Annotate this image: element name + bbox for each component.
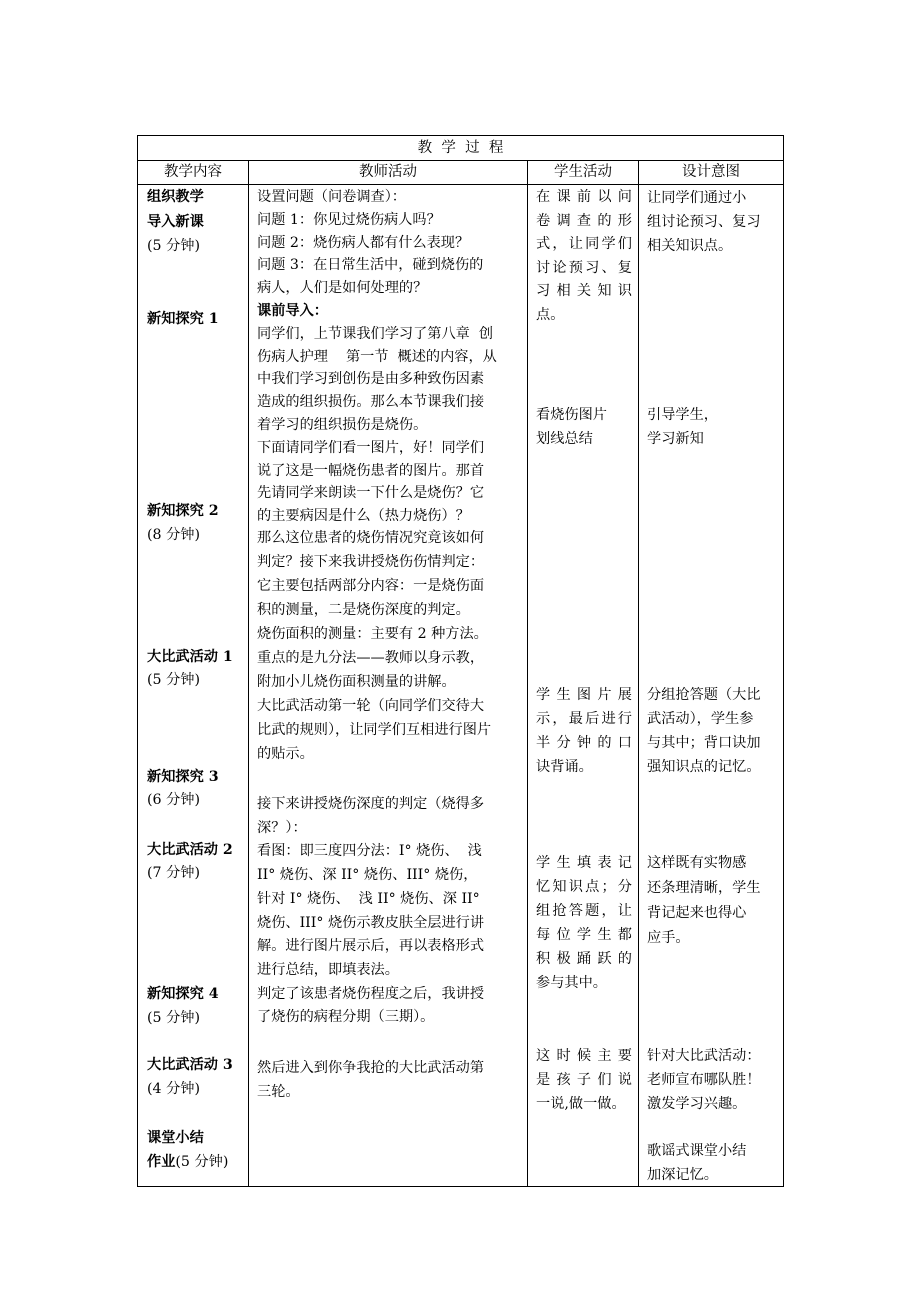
teacher-line: 解。进行图片展示后，再以表格形式	[257, 938, 485, 955]
student-line: 卷调查的形	[536, 212, 632, 229]
content-new4-time: (5 分钟)	[147, 1010, 200, 1026]
teacher-line: 然后进入到你争我抢的大比武活动第	[257, 1060, 485, 1076]
teacher-line: 问题 1：你见过烧伤病人吗？	[257, 211, 441, 228]
content-new2-time: (8 分钟)	[147, 527, 200, 543]
content-homework: 作业	[147, 1154, 176, 1170]
header-teaching-content: 教学内容	[164, 164, 222, 180]
student-line: 点。	[536, 306, 565, 323]
student-line: 每位学生都	[536, 927, 632, 943]
table-title: 教 学 过 程	[417, 140, 504, 156]
student-line: 是孩子们说	[536, 1072, 632, 1088]
teacher-line: 判定了该患者烧伤程度之后，我讲授	[257, 985, 485, 1002]
intent-block-contest	[647, 683, 777, 779]
table-header-divider	[137, 184, 784, 185]
teacher-line: 判定？接下来我讲授烧伤伤情判定：	[257, 554, 485, 570]
content-new3-time: (6 分钟)	[147, 792, 200, 808]
intent-line: 还条理清晰，学生	[647, 880, 761, 896]
intent-block-summary	[647, 1139, 777, 1187]
teacher-block-intro	[257, 186, 523, 528]
student-line: 学生图片展	[536, 687, 632, 703]
intent-line: 武活动），学生参	[647, 711, 754, 727]
teacher-line: 下面请同学们看一图片，好！同学们	[257, 439, 485, 456]
intent-line: 老师宣布哪队胜！	[647, 1072, 761, 1088]
intent-line: 激发学习兴趣。	[647, 1096, 747, 1112]
teacher-preview-heading: 课前导入：	[257, 302, 328, 319]
student-line: 组抢答题，让	[536, 903, 632, 919]
content-new3: 新知探究 3	[147, 769, 219, 785]
teacher-line: 设置问题（问卷调查）：	[257, 189, 406, 205]
content-game1: 大比武活动 1	[147, 649, 233, 665]
teacher-line: II° 烧伤、深 II° 烧伤、III° 烧伤，	[257, 867, 478, 884]
intent-line: 让同学们通过小	[647, 190, 747, 206]
teacher-line: 积的测量，二是烧伤深度的判定。	[257, 602, 470, 618]
teacher-line: 的贴示。	[257, 746, 314, 762]
intent-line: 相关知识点。	[647, 238, 733, 254]
header-design-intent: 设计意图	[682, 164, 740, 180]
teacher-line: 问题 3：在日常生活中，碰到烧伤的	[257, 257, 484, 274]
content-new4: 新知探究 4	[147, 986, 219, 1002]
teacher-block-area	[257, 526, 523, 766]
intent-block-winner	[647, 1044, 777, 1116]
teacher-line: 深？）：	[257, 819, 307, 836]
content-game2-time: (7 分钟)	[147, 865, 200, 881]
teacher-block-round3	[257, 1056, 523, 1104]
table-border-top	[137, 135, 784, 136]
teacher-block-depth	[257, 793, 523, 1030]
teacher-line: 说了这是一幅烧伤患者的图片。那首	[257, 462, 485, 479]
table-border-left	[137, 135, 138, 1187]
teacher-line: 进行总结，即填表法。	[257, 961, 399, 978]
student-block-say	[536, 1044, 632, 1116]
content-game1-time: (5 分钟)	[147, 672, 200, 688]
teacher-line: 烧伤、III° 烧伤示教皮肤全层进行讲	[257, 914, 485, 931]
column-divider-3	[638, 160, 639, 1187]
content-new1: 新知探究 1	[147, 311, 219, 327]
teacher-line: 大比武活动第一轮（向同学们交待大	[257, 698, 485, 714]
student-line: 诀背诵。	[536, 759, 593, 775]
intent-line: 组讨论预习、复习	[647, 214, 761, 230]
student-line: 一说,做一做。	[536, 1096, 626, 1112]
teacher-line: 附加小儿烧伤面积测量的讲解。	[257, 674, 456, 690]
teacher-line: 中我们学习到创伤是由多种致伤因素	[257, 371, 485, 388]
intent-line: 与其中；背口诀加	[647, 735, 761, 751]
content-new2: 新知探究 2	[147, 503, 219, 519]
student-line: 示，最后进行	[536, 711, 632, 727]
teacher-line: 伤病人护理 第一节 概述的内容，从	[257, 348, 497, 365]
teacher-line: 先请同学来朗读一下什么是烧伤？它	[257, 485, 485, 502]
student-line: 划线总结	[536, 431, 593, 447]
content-summary: 课堂小结	[147, 1130, 204, 1146]
intent-line: 分组抢答题（大比	[647, 687, 761, 703]
content-intro: 导入新课	[147, 214, 204, 230]
intent-line: 学习新知	[647, 431, 704, 447]
content-game3: 大比武活动 3	[147, 1057, 233, 1073]
teacher-line: 重点的是九分法——教师以身示教，	[257, 650, 485, 666]
teacher-line: 接下来讲授烧伤深度的判定（烧得多	[257, 796, 485, 812]
intent-block-guide	[647, 403, 777, 451]
student-line: 忆知识点；分	[536, 879, 632, 895]
student-line: 习相关知识	[536, 283, 632, 299]
content-game2: 大比武活动 2	[147, 842, 233, 858]
teacher-line: 那么这位患者的烧伤情况究竟该如何	[257, 530, 485, 546]
student-block-survey	[536, 186, 632, 327]
column-divider-1	[248, 160, 249, 1187]
teacher-line: 问题 2：烧伤病人都有什么表现？	[257, 234, 470, 251]
student-line: 学生填表记	[536, 855, 632, 871]
student-line: 看烧伤图片	[536, 407, 607, 423]
student-line: 讨论预习、复	[536, 259, 632, 276]
intent-line: 加深记忆。	[647, 1167, 718, 1183]
student-line: 参与其中。	[536, 975, 607, 991]
content-homework-row	[147, 1151, 245, 1175]
header-teacher-activity: 教师活动	[359, 164, 417, 180]
teacher-line: 看图：即三度四分法：I° 烧伤、 浅	[257, 843, 482, 860]
intent-line: 应手。	[647, 930, 690, 946]
teacher-line: 了烧伤的病程分期（三期）。	[257, 1009, 435, 1026]
intent-line: 这样既有实物感	[647, 855, 747, 871]
intent-line: 歌谣式课堂小结	[647, 1143, 747, 1159]
student-line: 在课前以问	[536, 189, 632, 205]
student-block-picture	[536, 403, 632, 451]
table-border-right	[783, 135, 784, 1187]
intent-block-preview	[647, 186, 777, 258]
content-homework-time: (5 分钟)	[175, 1154, 229, 1170]
header-student-activity: 学生活动	[554, 164, 612, 180]
teacher-line: 病人，人们是如何处理的？	[257, 280, 428, 297]
student-block-form	[536, 851, 632, 995]
intent-line: 引导学生，	[647, 407, 718, 423]
content-intro-time: (5 分钟)	[147, 238, 200, 254]
student-block-display	[536, 683, 632, 779]
teacher-line: 同学们，上节课我们学习了第八章 创	[257, 325, 494, 342]
content-game3-time: (4 分钟)	[147, 1081, 200, 1097]
teacher-line: 造成的组织损伤。那么本节课我们接	[257, 394, 485, 411]
student-line: 积极踊跃的	[536, 951, 632, 967]
student-line: 式，让同学们	[536, 236, 632, 252]
column-divider-2	[527, 160, 528, 1187]
intent-line: 针对大比武活动：	[647, 1048, 761, 1064]
intent-block-memory	[647, 851, 777, 951]
teacher-line: 针对 I° 烧伤、 浅 II° 烧伤、深 II°	[257, 890, 480, 907]
teacher-line: 它主要包括两部分内容：一是烧伤面	[257, 578, 485, 594]
table-title-divider	[137, 160, 784, 161]
content-org: 组织教学	[147, 189, 204, 205]
teacher-line: 三轮。	[257, 1084, 300, 1100]
teacher-line: 着学习的组织损伤是烧伤。	[257, 416, 428, 433]
student-line: 半分钟的口	[536, 735, 632, 751]
intent-line: 强知识点的记忆。	[647, 759, 761, 775]
student-line: 这时候主要	[536, 1048, 632, 1064]
teacher-line: 比武的规则），让同学们互相进行图片	[257, 722, 492, 738]
intent-line: 背记起来也得心	[647, 905, 747, 921]
teacher-line: 的主要病因是什么（热力烧伤）？	[257, 508, 470, 525]
teacher-line: 烧伤面积的测量：主要有 2 种方法。	[257, 626, 488, 642]
